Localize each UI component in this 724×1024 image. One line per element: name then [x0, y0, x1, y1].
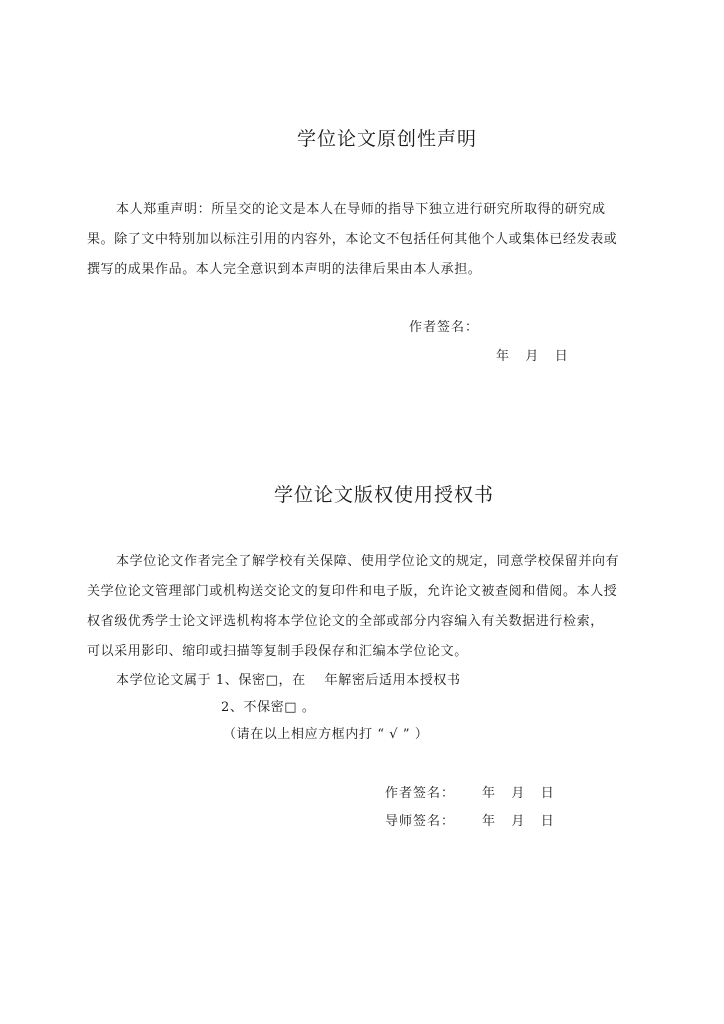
- declaration-line-2: 果。除了文中特别加以标注引用的内容外，本论文不包括任何其他个人或集体已经发表或: [87, 232, 618, 247]
- authorization-author-signature-label: 作者签名：: [385, 786, 456, 801]
- authorization-option-note: （请在以上相应方框内打 “ √ ” ）: [223, 727, 429, 742]
- authorization-advisor-signature-label: 导师签名：: [385, 814, 456, 829]
- authorization-advisor-date-label: 年 月 日: [482, 814, 555, 829]
- declaration-line-3: 撰写的成果作品。本人完全意识到本声明的法律后果由本人承担。: [87, 262, 482, 277]
- authorization-option-intro: 本学位论文属于 1、保密□，在 年解密后适用本授权书: [116, 673, 461, 688]
- authorization-title: 学位论文版权使用授权书: [274, 484, 495, 506]
- declaration-author-signature-label: 作者签名：: [409, 320, 480, 335]
- authorization-line-1: 本学位论文作者完全了解学校有关保障、使用学位论文的规定，同意学校保留并向有: [116, 554, 620, 569]
- authorization-option-2: 2、不保密□ 。: [221, 700, 316, 715]
- authorization-author-date-label: 年 月 日: [482, 786, 555, 801]
- declaration-title: 学位论文原创性声明: [297, 128, 478, 150]
- authorization-line-2: 关学位论文管理部门或机构送交论文的复印件和电子版，允许论文被查阅和借阅。本人授: [87, 584, 618, 599]
- authorization-line-4: 可以采用影印、缩印或扫描等复制手段保存和汇编本学位论文。: [87, 644, 468, 659]
- declaration-date-label: 年 月 日: [496, 349, 569, 364]
- declaration-line-1: 本人郑重声明：所呈交的论文是本人在导师的指导下独立进行研究所取得的研究成: [116, 202, 606, 217]
- authorization-line-3: 权省级优秀学士论文评选机构将本学位论文的全部或部分内容编入有关数据进行检索，: [87, 614, 604, 629]
